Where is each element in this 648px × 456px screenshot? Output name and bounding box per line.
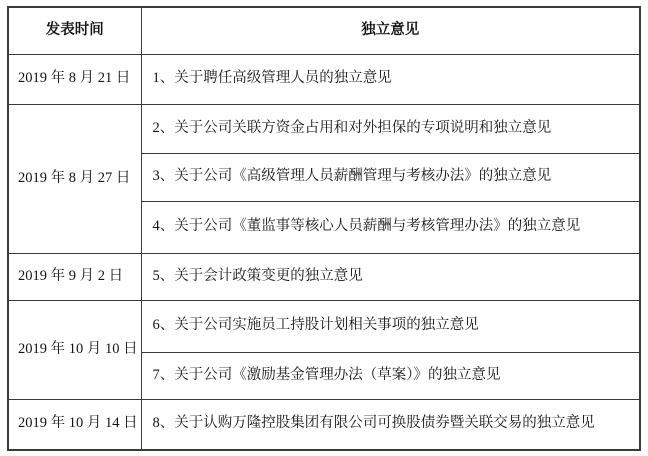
table-row — [8, 399, 640, 450]
table-header-row — [8, 7, 640, 54]
opinion-cell: 6、关于公司实施员工持股计划相关事项的独立意见 — [141, 300, 640, 352]
opinion-cell: 8、关于认购万隆控股集团有限公司可换股债券暨关联交易的独立意见 — [141, 399, 640, 450]
independent-opinions-table — [7, 6, 641, 451]
opinion-cell: 2、关于公司关联方资金占用和对外担保的专项说明和独立意见 — [141, 104, 640, 153]
opinion-cell: 1、关于聘任高级管理人员的独立意见 — [141, 54, 640, 104]
table-row — [8, 300, 640, 352]
date-cell: 2019 年 10 月 10 日 — [8, 300, 141, 399]
date-cell: 2019 年 10 月 14 日 — [8, 399, 141, 450]
table-row — [8, 104, 640, 153]
header-date: 发表时间 — [8, 7, 141, 54]
opinion-cell: 7、关于公司《激励基金管理办法（草案）》的独立意见 — [141, 352, 640, 399]
header-opinion: 独立意见 — [141, 7, 640, 54]
table-row — [8, 54, 640, 104]
date-cell: 2019 年 8 月 21 日 — [8, 54, 141, 104]
date-cell: 2019 年 8 月 27 日 — [8, 104, 141, 253]
opinion-cell: 4、关于公司《董监事等核心人员薪酬与考核管理办法》的独立意见 — [141, 201, 640, 253]
table-row — [8, 253, 640, 300]
opinion-cell: 5、关于会计政策变更的独立意见 — [141, 253, 640, 300]
date-cell: 2019 年 9 月 2 日 — [8, 253, 141, 300]
opinion-cell: 3、关于公司《高级管理人员薪酬管理与考核办法》的独立意见 — [141, 153, 640, 201]
